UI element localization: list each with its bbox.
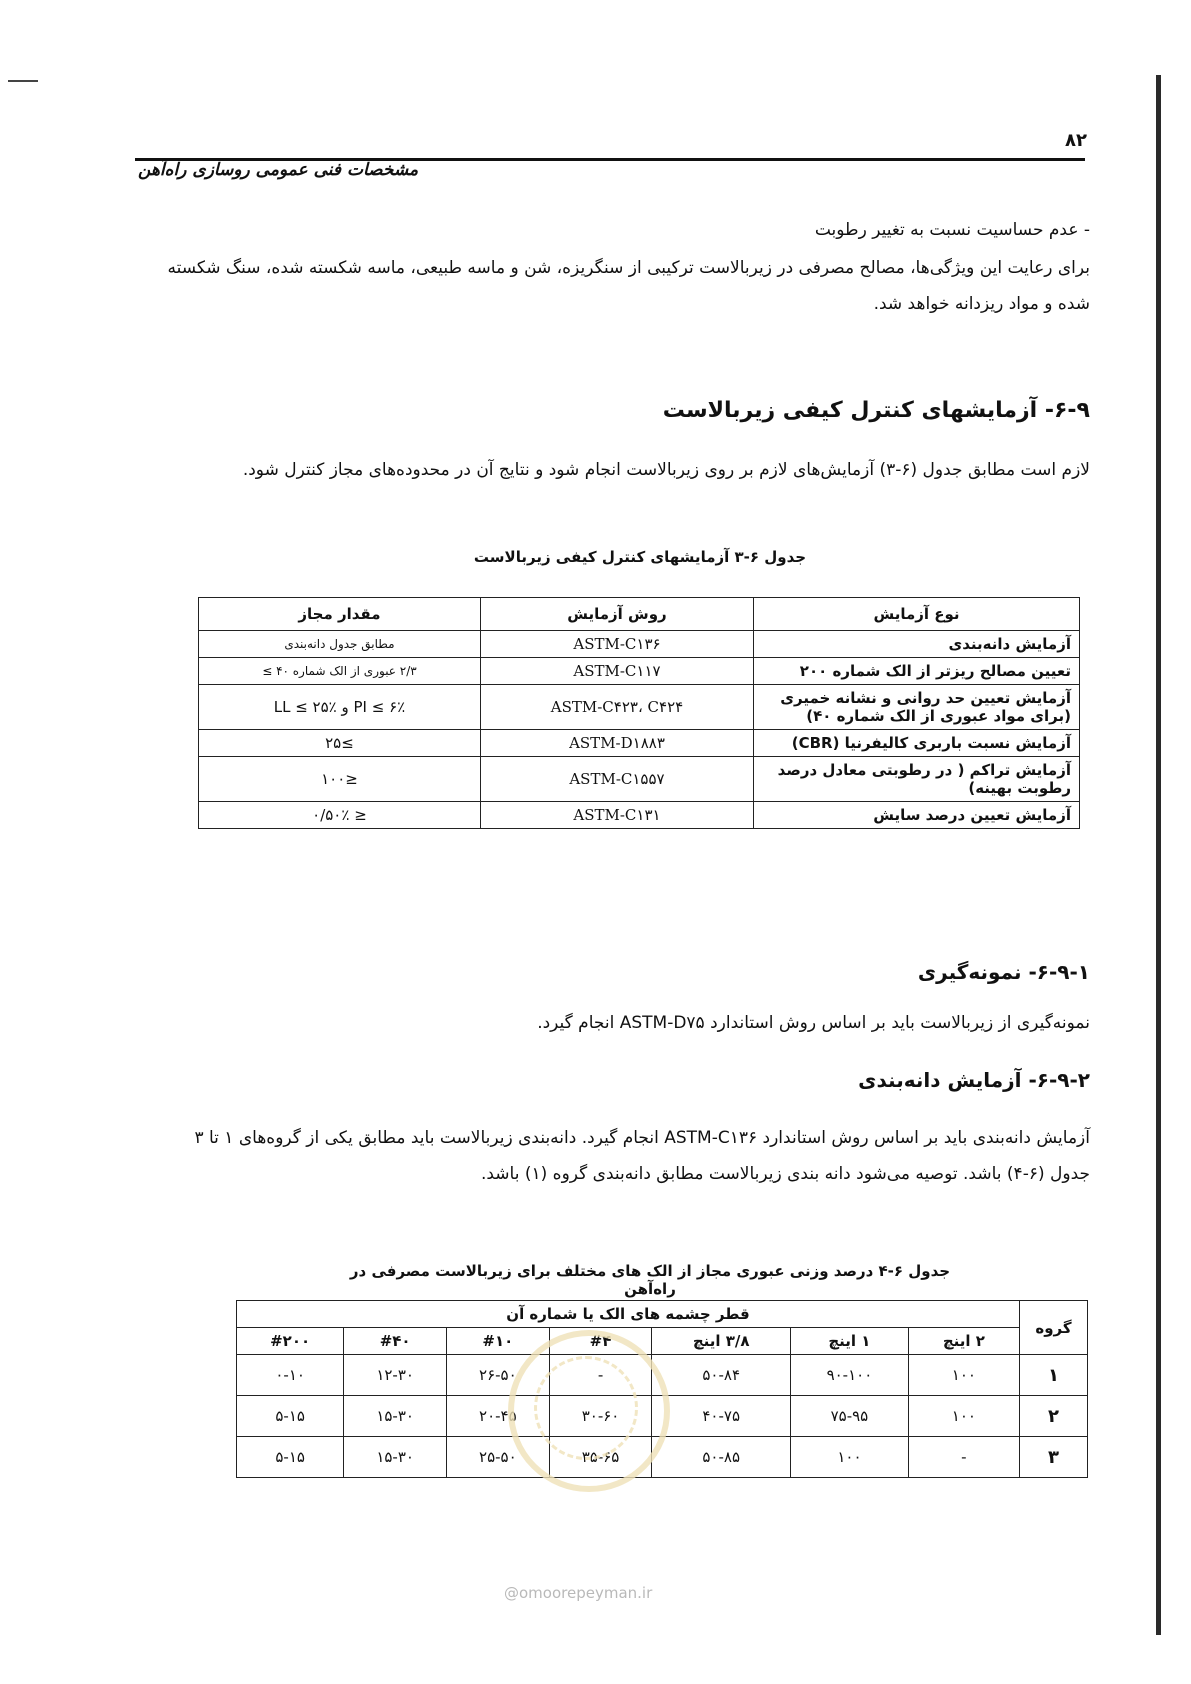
header-group: گروه [1019,1301,1087,1355]
test-type-cell: تعیین مصالح ریزتر از الک شماره ۲۰۰ [754,658,1080,685]
allowed-value-cell: ۲/۳ عبوری از الک شماره ۴۰ ≥ [199,658,481,685]
test-method-cell: ASTM-D۱۸۸۳ [480,730,753,757]
passing-cell: ۱۲-۳۰ [344,1355,447,1396]
group-number-cell: ۲ [1019,1396,1087,1437]
test-method-cell: ASTM-C۱۱۷ [480,658,753,685]
allowed-value-cell: ≤۱۰۰ [199,757,481,802]
passing-cell: ۵-۱۵ [237,1396,344,1437]
table-row [199,631,1080,658]
test-type-cell: آزمایش تعیین حد روانی و نشانه خمیری (برای مواد عبوری از الک شماره ۴۰) [754,685,1080,730]
table-row [199,658,1080,685]
passing-cell: ۳۰-۶۰ [549,1396,652,1437]
table-header-row [199,598,1080,631]
passing-cell: ۷۵-۹۵ [790,1396,908,1437]
passing-cell: ۱۰۰ [790,1437,908,1478]
bullet-humidity: - عدم حساسیت نسبت به تغییر رطوبت [814,220,1090,240]
passing-cell: ۵۰-۸۵ [652,1437,791,1478]
header-sieve-size: قطر چشمه های الک یا شماره آن [237,1301,1020,1328]
section-6-9-paragraph: لازم است مطابق جدول (۶-۳) آزمایش‌های لازم بر روی زیربالاست انجام شود و نتایج آن در محدوده‌های مجاز کنترل شود. [242,460,1090,480]
table-row [199,685,1080,730]
header-test-type: نوع آزمایش [754,598,1080,631]
table-row [199,730,1080,757]
section-heading-6-9: ۶-۹- آزمایشهای کنترل کیفی زیربالاست [662,398,1090,423]
header-sieve-3-8in: ۳/۸ اینچ [652,1328,791,1355]
table2-caption: جدول ۶-۴ درصد وزنی عبوری مجاز از الک های مختلف برای زیربالاست مصرفی در راه‌آهن [349,1262,951,1298]
section-6-9-2-paragraph: آزمایش دانه‌بندی باید بر اساس روش استاندارد ASTM-C۱۳۶ انجام گیرد. دانه‌بندی زیربالاست باید مطابق یکی از گروه‌های ۱ تا ۳ جدول (۶-۴) باشد. توصیه می‌شود دانه بندی زیربالاست مطابق دانه‌بندی گروه (۱) باشد. [194,1128,1090,1184]
header-sieve-2in: ۲ اینچ [908,1328,1019,1355]
allowed-value-cell: مطابق جدول دانه‌بندی [199,631,481,658]
page-number: ۸۲ [1065,130,1087,151]
passing-cell: ۵-۱۵ [237,1437,344,1478]
header-sieve-no200: #۲۰۰ [237,1328,344,1355]
allowed-value-cell: ≤ ۰/۵۰٪ [199,802,481,829]
intro-paragraph: برای رعایت این ویژگی‌ها، مصالح مصرفی در زیربالاست ترکیبی از سنگریزه، شن و ماسه طبیعی، ماسه شکسته شده، سنگ شکسته شده و مواد ریزدانه خواهد شد. [167,258,1090,314]
watermark-inner-ring [534,1356,638,1460]
allowed-value-cell: PI ≤ ۶٪ و LL ≤ ۲۵٪ [199,685,481,730]
test-type-cell: آزمایش نسبت باربری کالیفرنیا (CBR) [754,730,1080,757]
header-sieve-no10: #۱۰ [446,1328,549,1355]
table-header-row [237,1301,1088,1328]
passing-cell: ۱۰۰ [908,1355,1019,1396]
table-row [199,802,1080,829]
test-method-cell: ASTM-C۴۲۳، C۴۲۴ [480,685,753,730]
section-heading-6-9-2: ۶-۹-۲- آزمایش دانه‌بندی [858,1068,1090,1092]
header-sieve-no4: #۴ [549,1328,652,1355]
quality-control-table [198,597,1080,829]
test-method-cell: ASTM-C۱۵۵۷ [480,757,753,802]
watermark-seal-icon [508,1330,670,1492]
passing-cell: ۱۰۰ [908,1396,1019,1437]
header-allowed-value: مقدار مجاز [199,598,481,631]
table1-caption: جدول ۶-۳ آزمایشهای کنترل کیفی زیربالاست [473,548,807,566]
test-method-cell: ASTM-C۱۳۶ [480,631,753,658]
group-number-cell: ۳ [1019,1437,1087,1478]
test-type-cell: آزمایش تعیین درصد سایش [754,802,1080,829]
test-type-cell: آزمایش تراکم ( در رطوبتی معادل درصد رطوبت بهینه) [754,757,1080,802]
group-number-cell: ۱ [1019,1355,1087,1396]
table-row [199,757,1080,802]
table-subheader-row [237,1328,1088,1355]
corner-mark [8,80,38,82]
passing-cell: ۲۵-۵۰ [446,1437,549,1478]
test-method-cell: ASTM-C۱۳۱ [480,802,753,829]
section-6-9-1-paragraph: نمونه‌گیری از زیربالاست باید بر اساس روش استاندارد ASTM-D۷۵ انجام گیرد. [537,1013,1090,1033]
passing-cell: ۵۰-۸۴ [652,1355,791,1396]
header-sieve-no40: #۴۰ [344,1328,447,1355]
passing-cell: ۱۵-۳۰ [344,1437,447,1478]
passing-cell: ۲۶-۵۰ [446,1355,549,1396]
header-sieve-1in: ۱ اینچ [790,1328,908,1355]
passing-cell: ۴۰-۷۵ [652,1396,791,1437]
passing-cell: - [549,1355,652,1396]
passing-cell: ۰-۱۰ [237,1355,344,1396]
passing-cell: ۹۰-۱۰۰ [790,1355,908,1396]
header-test-method: روش آزمایش [480,598,753,631]
running-title: مشخصات فنی عمومی روسازی راه‌آهن [138,160,419,180]
test-type-cell: آزمایش دانه‌بندی [754,631,1080,658]
watermark-site-text: @omoorepeyman.ir [504,1584,653,1602]
passing-cell: - [908,1437,1019,1478]
allowed-value-cell: ≥۲۵ [199,730,481,757]
passing-cell: ۱۵-۳۰ [344,1396,447,1437]
passing-cell: ۳۵-۶۵ [549,1437,652,1478]
passing-cell: ۲۰-۴۵ [446,1396,549,1437]
scan-edge-bar [1156,75,1161,1635]
section-heading-6-9-1: ۶-۹-۱- نمونه‌گیری [917,960,1090,984]
